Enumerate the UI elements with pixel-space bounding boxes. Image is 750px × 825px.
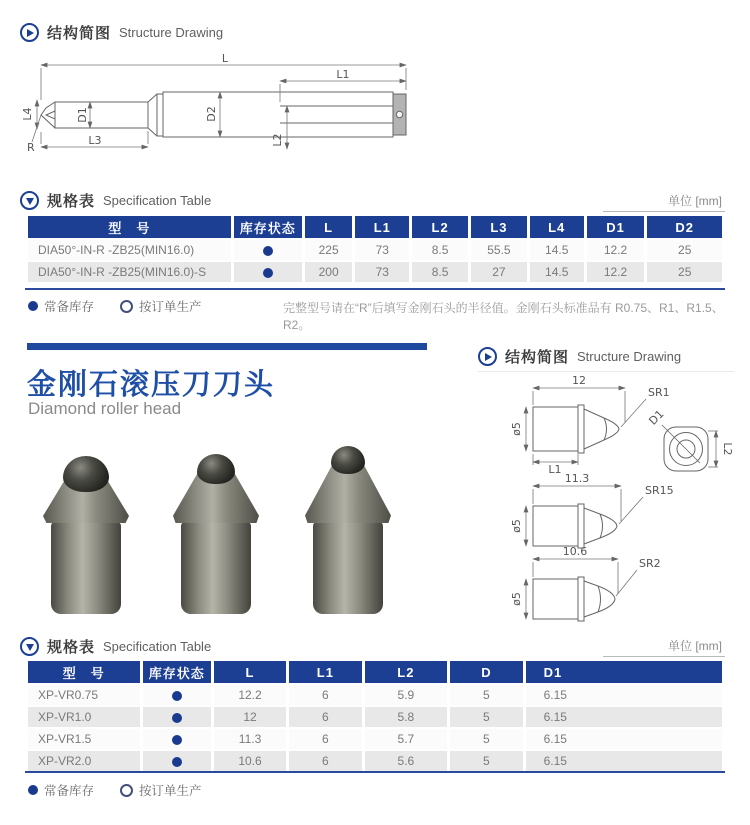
cylindrical-body [51, 522, 121, 614]
section-structure-top-header [20, 22, 223, 43]
in-stock-dot [263, 268, 273, 278]
table1-bottom-line [25, 288, 725, 290]
spec1-title-cn: 规格表 [47, 193, 96, 210]
col-L2: L2 [365, 661, 448, 683]
dim-A-radius: SR1 [648, 386, 670, 399]
spec-table-1 [25, 214, 725, 284]
table-row: XP-VR1.0 12 6 5.8 5 6.15 [28, 707, 722, 727]
section-title-en: Structure Drawing [577, 349, 682, 364]
stock-cell [143, 685, 211, 705]
diamond-tip [331, 446, 365, 474]
col-L2: L2 [412, 216, 468, 238]
col-D: D [450, 661, 522, 683]
in-stock-dot [28, 301, 38, 311]
stock-cell [143, 707, 211, 727]
col-stock: 库存状态 [143, 661, 211, 683]
dim-B-radius: SR15 [645, 484, 674, 497]
col-L: L [214, 661, 286, 683]
unit-underline-2 [603, 656, 725, 657]
col-D1: D1 [587, 216, 645, 238]
table-row: XP-VR2.0 10.6 6 5.6 5 6.15 [28, 751, 722, 771]
in-stock-dot [172, 691, 182, 701]
product-title-cn: 金刚石滚压刀刀头 [27, 369, 276, 401]
unit-label-1: 单位 [mm] [668, 194, 722, 208]
stock-cell [234, 240, 302, 260]
spec2-title-cn: 规格表 [47, 639, 96, 656]
section-title-cn: 结构简图 [47, 25, 112, 42]
dim-label-L3: L3 [88, 134, 102, 147]
down-circle-icon [20, 637, 39, 656]
roller-head-photo [173, 454, 259, 614]
col-L3: L3 [471, 216, 527, 238]
dim-label-L1: L1 [336, 68, 350, 81]
col-stock: 库存状态 [234, 216, 302, 238]
table-row: XP-VR0.75 12.2 6 5.9 5 6.15 [28, 685, 722, 705]
play-circle-icon [478, 347, 497, 366]
table-row: DIA50°-IN-R -ZB25(MIN16.0) 225 73 8.5 55.5 14.5 12.2 25 [28, 240, 722, 260]
dim-label-D1: D1 [76, 107, 89, 123]
dim-B-length: 11.3 [564, 472, 590, 485]
section-title-cn: 结构简图 [505, 349, 570, 366]
table-header-row [28, 216, 722, 238]
dim-label-L: L [221, 52, 229, 65]
endview-L2: L2 [721, 442, 734, 456]
play-circle-icon [20, 23, 39, 42]
spec1-note: 完整型号请在“R”后填写金刚石头的半径值。金刚石头标准品有 R0.75、R1、R1.5、R2。 [283, 301, 724, 332]
structure-drawing-heads [478, 374, 750, 636]
section-spec2-header [20, 636, 211, 657]
product-photos [25, 430, 445, 622]
spec1-title-en: Specification Table [103, 193, 212, 208]
legend-stock-label: 常备库存 [44, 784, 95, 798]
in-stock-dot [172, 713, 182, 723]
unit-label-2: 单位 [mm] [668, 639, 722, 653]
model-cell: DIA50°-IN-R -ZB25(MIN16.0) [28, 240, 231, 260]
dim-C-dia: ø5 [510, 592, 523, 606]
col-model: 型 号 [28, 216, 231, 238]
model-cell: DIA50°-IN-R -ZB25(MIN16.0)-S [28, 262, 231, 282]
dim-label-L4: L4 [21, 107, 34, 121]
legend-2 [28, 781, 202, 799]
table-row: XP-VR1.5 11.3 6 5.7 5 6.15 [28, 729, 722, 749]
model-cell: XP-VR0.75 [28, 685, 140, 705]
mid-header-divider [478, 371, 734, 372]
col-L1: L1 [289, 661, 361, 683]
model-cell: XP-VR1.0 [28, 707, 140, 727]
section-divider-bar [27, 343, 427, 350]
section-spec1-header [20, 190, 211, 211]
stock-cell [143, 751, 211, 771]
col-D1: D1 [526, 661, 722, 683]
in-stock-dot [172, 757, 182, 767]
dim-A-L1: L1 [548, 463, 562, 476]
stock-cell [143, 729, 211, 749]
col-L1: L1 [355, 216, 409, 238]
dim-label-R: R [27, 141, 35, 154]
stock-cell [234, 262, 302, 282]
endview-D1: D1 [646, 407, 667, 428]
roller-head-photo [43, 456, 129, 614]
dim-B-dia: ø5 [510, 519, 523, 533]
unit-underline-1 [603, 211, 725, 212]
in-stock-dot [172, 735, 182, 745]
model-cell: XP-VR2.0 [28, 751, 140, 771]
dim-label-L2: L2 [271, 133, 284, 147]
table-header-row [28, 661, 722, 683]
dim-A-dia: ø5 [510, 422, 523, 436]
col-L4: L4 [530, 216, 584, 238]
dim-label-D2: D2 [205, 106, 218, 122]
in-stock-dot [28, 785, 38, 795]
diamond-tip [197, 454, 235, 484]
section-title-en: Structure Drawing [119, 25, 224, 40]
section-structure-mid-header [478, 346, 681, 367]
spec2-title-en: Specification Table [103, 639, 212, 654]
product-title-en: Diamond roller head [28, 399, 182, 418]
legend-order-label: 按订单生产 [139, 300, 202, 314]
cylindrical-body [181, 522, 251, 614]
dim-A-length: 12 [572, 374, 586, 387]
table-row: DIA50°-IN-R -ZB25(MIN16.0)-S 200 73 8.5 27 14.5 12.2 25 [28, 262, 722, 282]
made-to-order-ring [120, 784, 133, 797]
made-to-order-ring [120, 300, 133, 313]
legend-stock-label: 常备库存 [44, 300, 95, 314]
col-D2: D2 [647, 216, 722, 238]
dim-C-radius: SR2 [639, 557, 661, 570]
in-stock-dot [263, 246, 273, 256]
spec-table-2 [25, 659, 725, 773]
structure-drawing-tool [15, 52, 445, 180]
roller-head-photo [305, 446, 391, 614]
col-model: 型 号 [28, 661, 140, 683]
legend-order-label: 按订单生产 [139, 784, 202, 798]
legend-1 [28, 297, 202, 315]
down-circle-icon [20, 191, 39, 210]
dim-C-length: 10.6 [562, 545, 588, 558]
col-L: L [305, 216, 353, 238]
table2-bottom-line [25, 771, 725, 773]
diamond-tip [63, 456, 109, 492]
model-cell: XP-VR1.5 [28, 729, 140, 749]
cylindrical-body [313, 522, 383, 614]
